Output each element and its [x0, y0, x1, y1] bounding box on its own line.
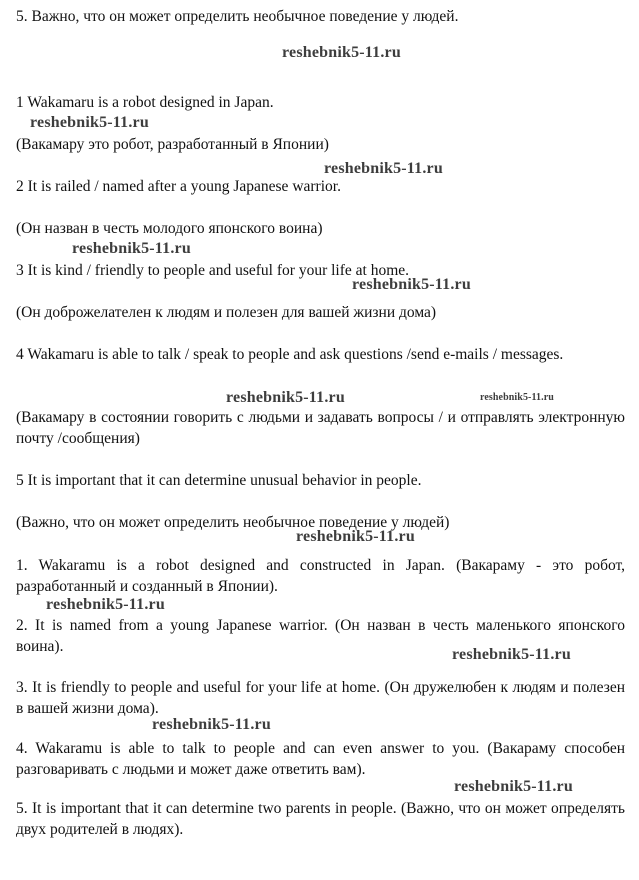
watermark: reshebnik5-11.ru	[324, 160, 443, 177]
part1-item-5-en: 5 It is important that it can determine unusual behavior in people.	[16, 472, 422, 489]
part2-item-4: 4. Wakaramu is able to talk to people and can even answer to you. (Вакараму способен разговаривать с людьми и может даже ответить вам).	[16, 740, 625, 778]
part2-item-3: 3. It is friendly to people and useful for your life at home. (Он дружелюбен к людям и полезен в вашей жизни дома).	[16, 679, 625, 717]
part2-item-1: 1. Wakaramu is a robot designed and constructed in Japan. (Вакараму - это робот, разработанный и созданный в Японии).	[16, 557, 625, 595]
part1-item-3-ru: (Он доброжелателен к людям и полезен для вашей жизни дома)	[16, 304, 437, 321]
watermark: reshebnik5-11.ru	[296, 528, 415, 545]
part1-item-1-en: 1 Wakamaru is a robot designed in Japan.	[16, 94, 274, 111]
watermark: reshebnik5-11.ru	[452, 646, 571, 663]
part1-item-3-en: 3 It is kind / friendly to people and useful for your life at home.	[16, 262, 410, 279]
part1-item-1-ru: (Вакамару это робот, разработанный в Японии)	[16, 136, 329, 153]
watermark: reshebnik5-11.ru	[30, 114, 149, 131]
part1-item-4-ru: (Вакамару в состоянии говорить с людьми и задавать вопросы / и отправлять электронную почту /сообщения)	[16, 409, 625, 447]
watermark: reshebnik5-11.ru	[454, 778, 573, 795]
watermark: reshebnik5-11.ru	[282, 44, 401, 61]
part1-item-4-en: 4 Wakamaru is able to talk / speak to people and ask questions /send e-mails / messages.	[16, 346, 564, 363]
watermark: reshebnik5-11.ru	[480, 392, 554, 403]
watermark: reshebnik5-11.ru	[152, 716, 271, 733]
watermark: reshebnik5-11.ru	[226, 389, 345, 406]
part1-item-5-ru: (Важно, что он может определить необычное поведение у людей)	[16, 514, 450, 531]
header-line: 5. Важно, что он может определить необычное поведение у людей.	[16, 8, 459, 25]
part1-item-2-ru: (Он назван в честь молодого японского воина)	[16, 220, 323, 237]
part2-item-2: 2. It is named from a young Japanese warrior. (Он назван в честь маленького японского воина).	[16, 617, 625, 655]
watermark: reshebnik5-11.ru	[72, 240, 191, 257]
watermark: reshebnik5-11.ru	[46, 596, 165, 613]
part1-item-2-en: 2 It is railed / named after a young Japanese warrior.	[16, 178, 341, 195]
watermark: reshebnik5-11.ru	[352, 276, 471, 293]
part2-item-5: 5. It is important that it can determine two parents in people. (Важно, что он может определять двух родителей в людях).	[16, 800, 625, 838]
